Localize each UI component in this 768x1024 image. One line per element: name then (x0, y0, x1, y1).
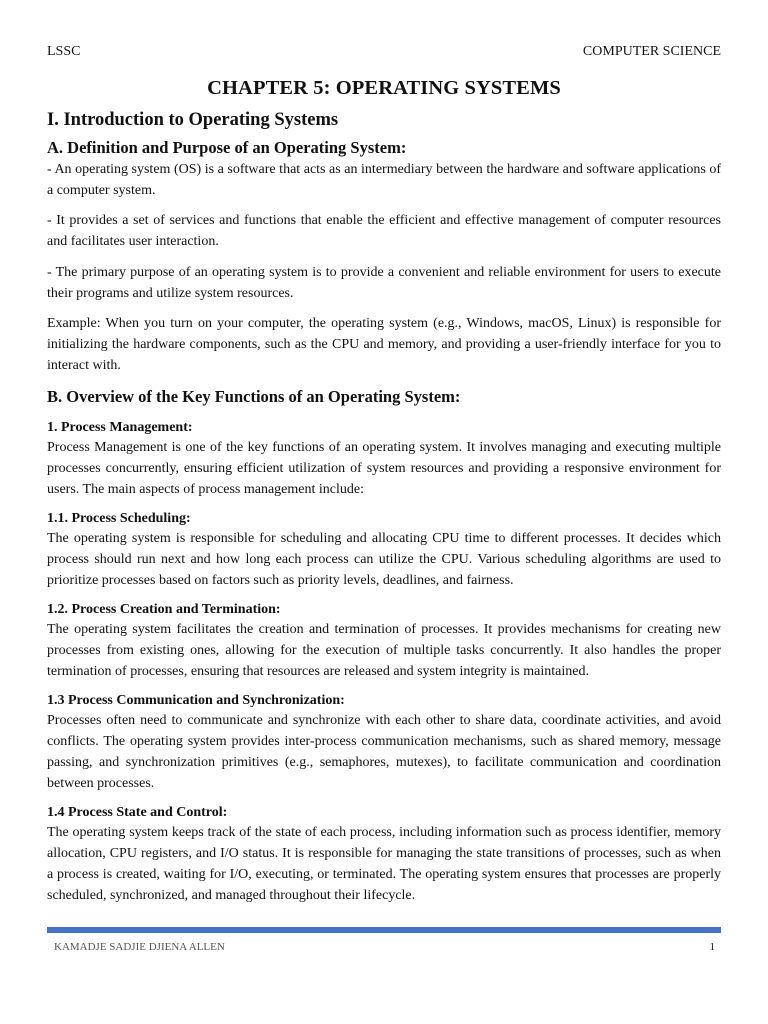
paragraph-a3: - The primary purpose of an operating system is to provide a convenient and reliable environment for users to execute their programs and utilize system resources. (47, 265, 721, 301)
paragraph-a2: - It provides a set of services and functions that enable the efficient and effective management of computer resources and facilitates user interaction. (47, 213, 721, 249)
subsection-b-title: B. Overview of the Key Functions of an Operating System: (47, 387, 461, 406)
section-title: I. Introduction to Operating Systems (47, 110, 339, 130)
subsection-a-title: A. Definition and Purpose of an Operating System: (47, 138, 407, 157)
process-management-title: 1. Process Management: (47, 420, 193, 435)
process-management-text: Process Management is one of the key functions of an operating system. It involves managing and executing multiple processes concurrently, ensuring efficient utilization of system resources and providing a responsive environment for users. The main aspects of process management include: (47, 440, 721, 497)
header-right: COMPUTER SCIENCE (582, 44, 721, 59)
process-creation-text: The operating system facilitates the creation and termination of processes. It provides mechanisms for creating new processes from existing ones, allowing for the execution of multiple tasks concurrently. It also handles the proper termination of processes, ensuring that resources are released and system integrity is maintained. (47, 622, 721, 679)
process-communication-title: 1.3 Process Communication and Synchronization: (47, 693, 345, 708)
chapter-title: CHAPTER 5: OPERATING SYSTEMS (207, 77, 561, 99)
footer-rule (47, 927, 721, 933)
process-state-title: 1.4 Process State and Control: (47, 805, 228, 820)
process-state-text: The operating system keeps track of the state of each process, including information such as process identifier, memory allocation, CPU registers, and I/O status. It is responsible for managing the state transitions of processes, such as when a process is created, waiting for I/O, executing, or terminated. The operating system ensures that processes are properly scheduled, synchronized, and managed throughout their lifecycle. (47, 825, 721, 903)
process-scheduling-text: The operating system is responsible for scheduling and allocating CPU time to different processes. It decides which process should run next and how long each process can utilize the CPU. Various scheduling algorithms are used to prioritize processes based on factors such as priority levels, deadlines, and fairness. (47, 531, 721, 588)
process-creation-title: 1.2. Process Creation and Termination: (47, 602, 281, 617)
footer-author: KAMADJE SADJIE DJIENA ALLEN (54, 941, 225, 953)
process-communication-text: Processes often need to communicate and synchronize with each other to share data, coordinate activities, and avoid conflicts. The operating system provides inter-process communication mechanisms, such as shared memory, message passing, and synchronization primitives (e.g., semaphores, mutexes), to facilitate communication and coordination between processes. (47, 713, 721, 791)
page-number: 1 (709, 941, 715, 953)
header-left: LSSC (47, 44, 81, 59)
page-footer (54, 941, 715, 953)
paragraph-a4: Example: When you turn on your computer, the operating system (e.g., Windows, macOS, Linux) is responsible for initializing the hardware components, such as the CPU and memory, and providing a user-friendly interface for you to interact with. (47, 316, 721, 373)
paragraph-a1: - An operating system (OS) is a software that acts as an intermediary between the hardware and software applications of a computer system. (47, 162, 721, 198)
page-content (47, 74, 721, 906)
page-header (47, 44, 721, 60)
process-scheduling-title: 1.1. Process Scheduling: (47, 511, 191, 526)
